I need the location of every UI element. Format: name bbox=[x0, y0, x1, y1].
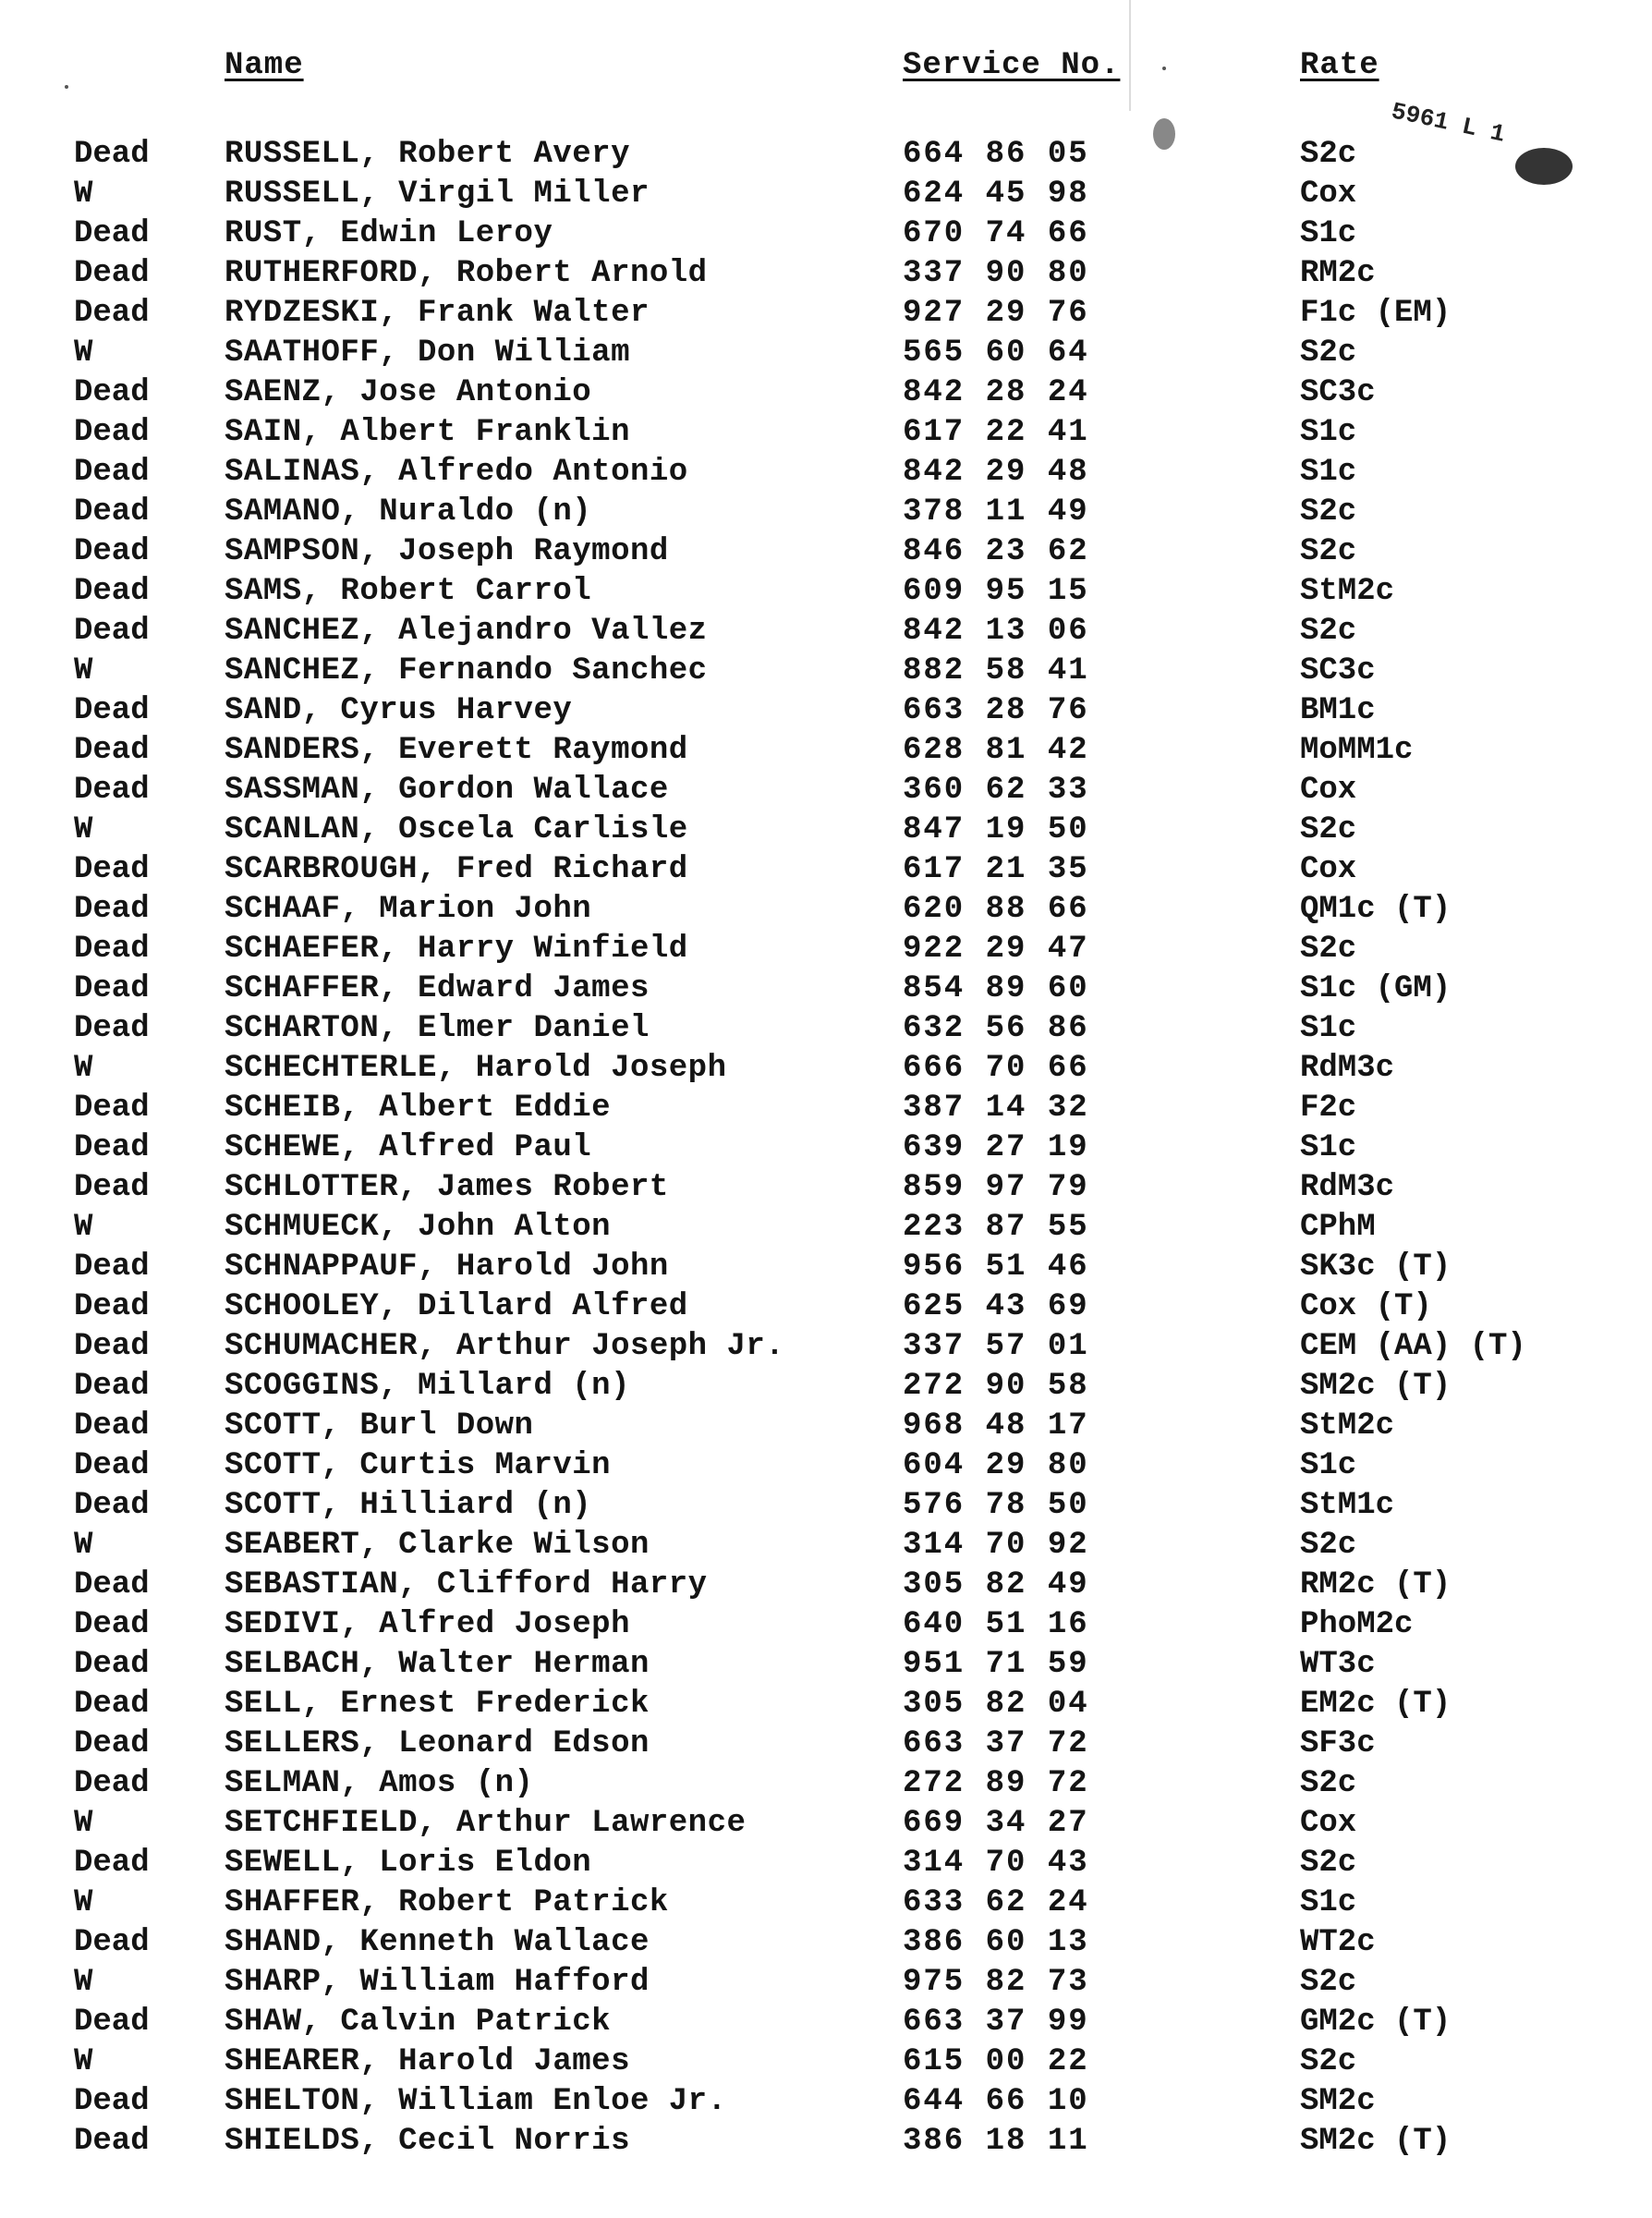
service-number-cell: 663 37 99 bbox=[903, 2005, 1089, 2040]
status-cell: Dead bbox=[74, 256, 150, 291]
status-cell: Dead bbox=[74, 415, 150, 450]
table-row bbox=[0, 1724, 1652, 1764]
name-cell: SCOTT, Curtis Marvin bbox=[225, 1448, 612, 1483]
status-cell: Dead bbox=[74, 375, 150, 410]
status-cell: Dead bbox=[74, 1726, 150, 1761]
table-row bbox=[0, 334, 1652, 373]
rate-cell: StM1c bbox=[1300, 1488, 1395, 1523]
service-number-cell: 666 70 66 bbox=[903, 1051, 1089, 1086]
table-row bbox=[0, 1287, 1652, 1327]
service-number-cell: 968 48 17 bbox=[903, 1408, 1089, 1444]
service-number-cell: 624 45 98 bbox=[903, 177, 1089, 212]
status-cell: W bbox=[74, 177, 93, 212]
table-row bbox=[0, 1923, 1652, 1963]
table-row bbox=[0, 1685, 1652, 1724]
status-cell: Dead bbox=[74, 773, 150, 808]
status-cell: Dead bbox=[74, 1448, 150, 1483]
service-number-cell: 625 43 69 bbox=[903, 1289, 1089, 1324]
status-cell: W bbox=[74, 2044, 93, 2079]
rate-cell: S2c bbox=[1300, 614, 1357, 649]
service-number-cell: 615 00 22 bbox=[903, 2044, 1089, 2079]
rate-cell: S2c bbox=[1300, 494, 1357, 530]
service-number-cell: 842 29 48 bbox=[903, 455, 1089, 490]
rate-cell: S1c bbox=[1300, 216, 1357, 251]
table-row bbox=[0, 691, 1652, 731]
table-row bbox=[0, 890, 1652, 930]
table-row bbox=[0, 1804, 1652, 1844]
rate-cell: PhoM2c bbox=[1300, 1607, 1414, 1642]
name-cell: SCHEWE, Alfred Paul bbox=[225, 1130, 592, 1165]
name-cell: SHAW, Calvin Patrick bbox=[225, 2005, 612, 2040]
rate-cell: MoMM1c bbox=[1300, 733, 1414, 768]
name-cell: SAMS, Robert Carrol bbox=[225, 574, 592, 609]
status-cell: Dead bbox=[74, 1091, 150, 1126]
status-cell: W bbox=[74, 653, 93, 689]
service-number-cell: 846 23 62 bbox=[903, 534, 1089, 569]
status-cell: Dead bbox=[74, 574, 150, 609]
status-cell: Dead bbox=[74, 1766, 150, 1801]
table-row bbox=[0, 1883, 1652, 1923]
name-cell: SELL, Ernest Frederick bbox=[225, 1687, 650, 1722]
status-cell: Dead bbox=[74, 693, 150, 728]
name-cell: SEBASTIAN, Clifford Harry bbox=[225, 1567, 708, 1603]
rate-cell: S1c bbox=[1300, 1885, 1357, 1920]
rate-cell: S2c bbox=[1300, 932, 1357, 967]
name-cell: SCHLOTTER, James Robert bbox=[225, 1170, 669, 1205]
rate-cell: SC3c bbox=[1300, 653, 1376, 689]
rate-cell: S1c bbox=[1300, 1130, 1357, 1165]
table-row bbox=[0, 2042, 1652, 2082]
rate-cell: S1c bbox=[1300, 1011, 1357, 1046]
service-number-cell: 576 78 50 bbox=[903, 1488, 1089, 1523]
status-cell: Dead bbox=[74, 1369, 150, 1404]
table-row bbox=[0, 453, 1652, 493]
service-number-cell: 927 29 76 bbox=[903, 296, 1089, 331]
service-number-cell: 337 57 01 bbox=[903, 1329, 1089, 1364]
status-cell: Dead bbox=[74, 2005, 150, 2040]
name-cell: SELBACH, Walter Herman bbox=[225, 1647, 650, 1682]
name-cell: SALINAS, Alfredo Antonio bbox=[225, 455, 688, 490]
rate-cell: CPhM bbox=[1300, 1210, 1376, 1245]
name-cell: SAATHOFF, Don William bbox=[225, 335, 630, 371]
name-cell: SAENZ, Jose Antonio bbox=[225, 375, 592, 410]
status-cell: W bbox=[74, 1051, 93, 1086]
name-cell: SCHNAPPAUF, Harold John bbox=[225, 1249, 669, 1285]
name-cell: SELLERS, Leonard Edson bbox=[225, 1726, 650, 1761]
status-cell: Dead bbox=[74, 1488, 150, 1523]
service-number-cell: 975 82 73 bbox=[903, 1965, 1089, 2000]
service-number-cell: 305 82 49 bbox=[903, 1567, 1089, 1603]
rate-cell: RM2c (T) bbox=[1300, 1567, 1452, 1603]
service-number-cell: 663 37 72 bbox=[903, 1726, 1089, 1761]
status-cell: Dead bbox=[74, 494, 150, 530]
name-cell: SEABERT, Clarke Wilson bbox=[225, 1528, 650, 1563]
service-number-cell: 617 21 35 bbox=[903, 852, 1089, 887]
table-row bbox=[0, 1486, 1652, 1526]
status-cell: Dead bbox=[74, 892, 150, 927]
name-cell: SAMPSON, Joseph Raymond bbox=[225, 534, 669, 569]
name-cell: SCHAAF, Marion John bbox=[225, 892, 592, 927]
service-number-cell: 632 56 86 bbox=[903, 1011, 1089, 1046]
service-number-cell: 663 28 76 bbox=[903, 693, 1089, 728]
name-cell: SHAND, Kenneth Wallace bbox=[225, 1925, 650, 1960]
service-number-cell: 386 60 13 bbox=[903, 1925, 1089, 1960]
table-row bbox=[0, 2003, 1652, 2042]
rate-cell: GM2c (T) bbox=[1300, 2005, 1452, 2040]
rate-cell: S2c bbox=[1300, 1766, 1357, 1801]
service-number-cell: 314 70 43 bbox=[903, 1846, 1089, 1881]
name-cell: SCHARTON, Elmer Daniel bbox=[225, 1011, 650, 1046]
service-number-cell: 644 66 10 bbox=[903, 2084, 1089, 2119]
name-cell: SANCHEZ, Fernando Sanchec bbox=[225, 653, 708, 689]
rate-cell: S2c bbox=[1300, 812, 1357, 847]
service-number-column-header: Service No. bbox=[903, 48, 1121, 83]
service-number-cell: 842 28 24 bbox=[903, 375, 1089, 410]
name-cell: SEDIVI, Alfred Joseph bbox=[225, 1607, 630, 1642]
table-row bbox=[0, 731, 1652, 771]
service-number-cell: 633 62 24 bbox=[903, 1885, 1089, 1920]
name-column-header: Name bbox=[225, 48, 304, 83]
name-cell: SCHAEFER, Harry Winfield bbox=[225, 932, 688, 967]
name-cell: RYDZESKI, Frank Walter bbox=[225, 296, 650, 331]
name-cell: SCHUMACHER, Arthur Joseph Jr. bbox=[225, 1329, 785, 1364]
rate-cell: RdM3c bbox=[1300, 1051, 1395, 1086]
name-cell: SAND, Cyrus Harvey bbox=[225, 693, 573, 728]
status-cell: W bbox=[74, 335, 93, 371]
table-row bbox=[0, 175, 1652, 214]
rate-cell: F2c bbox=[1300, 1091, 1357, 1126]
rate-cell: SM2c bbox=[1300, 2084, 1376, 2119]
status-cell: Dead bbox=[74, 1170, 150, 1205]
status-cell: Dead bbox=[74, 1130, 150, 1165]
rate-cell: SK3c (T) bbox=[1300, 1249, 1452, 1285]
rate-cell: Cox bbox=[1300, 852, 1357, 887]
name-cell: SCHOOLEY, Dillard Alfred bbox=[225, 1289, 688, 1324]
status-cell: W bbox=[74, 1885, 93, 1920]
table-row bbox=[0, 1963, 1652, 2003]
service-number-cell: 854 89 60 bbox=[903, 971, 1089, 1006]
name-cell: SELMAN, Amos (n) bbox=[225, 1766, 534, 1801]
name-cell: SHAFFER, Robert Patrick bbox=[225, 1885, 669, 1920]
name-cell: SCOTT, Burl Down bbox=[225, 1408, 534, 1444]
name-cell: RUTHERFORD, Robert Arnold bbox=[225, 256, 708, 291]
rate-cell: S2c bbox=[1300, 1528, 1357, 1563]
table-row bbox=[0, 2122, 1652, 2162]
table-row bbox=[0, 1764, 1652, 1804]
status-cell: Dead bbox=[74, 971, 150, 1006]
status-cell: Dead bbox=[74, 2124, 150, 2159]
rate-cell: Cox (T) bbox=[1300, 1289, 1432, 1324]
service-number-cell: 314 70 92 bbox=[903, 1528, 1089, 1563]
status-cell: Dead bbox=[74, 1846, 150, 1881]
name-cell: SHEARER, Harold James bbox=[225, 2044, 630, 2079]
name-cell: SAMANO, Nuraldo (n) bbox=[225, 494, 592, 530]
name-cell: SHARP, William Hafford bbox=[225, 1965, 650, 2000]
status-cell: Dead bbox=[74, 1329, 150, 1364]
table-row bbox=[0, 572, 1652, 612]
rate-cell: WT2c bbox=[1300, 1925, 1376, 1960]
rate-cell: F1c (EM) bbox=[1300, 296, 1452, 331]
table-row bbox=[0, 969, 1652, 1009]
name-cell: RUSSELL, Robert Avery bbox=[225, 137, 630, 172]
table-row bbox=[0, 532, 1652, 572]
rate-cell: StM2c bbox=[1300, 574, 1395, 609]
status-cell: W bbox=[74, 812, 93, 847]
status-cell: Dead bbox=[74, 2084, 150, 2119]
service-number-cell: 620 88 66 bbox=[903, 892, 1089, 927]
casualty-list bbox=[0, 135, 1652, 2162]
rate-cell: EM2c (T) bbox=[1300, 1687, 1452, 1722]
rate-cell: WT3c bbox=[1300, 1647, 1376, 1682]
rate-cell: Cox bbox=[1300, 1806, 1357, 1841]
table-row bbox=[0, 652, 1652, 691]
table-row bbox=[0, 214, 1652, 254]
status-cell: Dead bbox=[74, 1289, 150, 1324]
table-row bbox=[0, 1605, 1652, 1645]
rate-cell: SM2c (T) bbox=[1300, 2124, 1452, 2159]
status-cell: W bbox=[74, 1806, 93, 1841]
status-cell: Dead bbox=[74, 216, 150, 251]
status-cell: Dead bbox=[74, 455, 150, 490]
rate-cell: Cox bbox=[1300, 773, 1357, 808]
rate-cell: S2c bbox=[1300, 335, 1357, 371]
table-row bbox=[0, 1049, 1652, 1089]
service-number-cell: 272 89 72 bbox=[903, 1766, 1089, 1801]
status-cell: Dead bbox=[74, 1011, 150, 1046]
service-number-cell: 847 19 50 bbox=[903, 812, 1089, 847]
table-row bbox=[0, 294, 1652, 334]
table-row bbox=[0, 1168, 1652, 1208]
status-cell: Dead bbox=[74, 1249, 150, 1285]
name-cell: SASSMAN, Gordon Wallace bbox=[225, 773, 669, 808]
table-row bbox=[0, 1248, 1652, 1287]
rate-cell: SC3c bbox=[1300, 375, 1376, 410]
rate-cell: StM2c bbox=[1300, 1408, 1395, 1444]
service-number-cell: 386 18 11 bbox=[903, 2124, 1089, 2159]
service-number-cell: 956 51 46 bbox=[903, 1249, 1089, 1285]
service-number-cell: 337 90 80 bbox=[903, 256, 1089, 291]
table-row bbox=[0, 1645, 1652, 1685]
table-row bbox=[0, 1009, 1652, 1049]
rate-cell: S1c bbox=[1300, 455, 1357, 490]
rate-cell: SF3c bbox=[1300, 1726, 1376, 1761]
table-row bbox=[0, 1566, 1652, 1605]
table-row bbox=[0, 493, 1652, 532]
service-number-cell: 922 29 47 bbox=[903, 932, 1089, 967]
table-row bbox=[0, 810, 1652, 850]
service-number-cell: 859 97 79 bbox=[903, 1170, 1089, 1205]
table-row bbox=[0, 1407, 1652, 1446]
table-row bbox=[0, 413, 1652, 453]
status-cell: W bbox=[74, 1528, 93, 1563]
table-row bbox=[0, 373, 1652, 413]
service-number-cell: 360 62 33 bbox=[903, 773, 1089, 808]
name-cell: SCARBROUGH, Fred Richard bbox=[225, 852, 688, 887]
table-row bbox=[0, 1446, 1652, 1486]
rate-column-header: Rate bbox=[1300, 48, 1379, 83]
name-cell: SANCHEZ, Alejandro Vallez bbox=[225, 614, 708, 649]
rate-cell: Cox bbox=[1300, 177, 1357, 212]
service-number-cell: 387 14 32 bbox=[903, 1091, 1089, 1126]
service-number-cell: 223 87 55 bbox=[903, 1210, 1089, 1245]
rate-cell: S1c bbox=[1300, 1448, 1357, 1483]
service-number-cell: 305 82 04 bbox=[903, 1687, 1089, 1722]
status-cell: Dead bbox=[74, 534, 150, 569]
rate-cell: QM1c (T) bbox=[1300, 892, 1452, 927]
service-number-cell: 617 22 41 bbox=[903, 415, 1089, 450]
table-row bbox=[0, 2082, 1652, 2122]
table-row bbox=[0, 1367, 1652, 1407]
name-cell: SCHECHTERLE, Harold Joseph bbox=[225, 1051, 727, 1086]
name-cell: SHIELDS, Cecil Norris bbox=[225, 2124, 630, 2159]
name-cell: SCOGGINS, Millard (n) bbox=[225, 1369, 630, 1404]
rate-cell: S1c (GM) bbox=[1300, 971, 1452, 1006]
rate-cell: BM1c bbox=[1300, 693, 1376, 728]
table-row bbox=[0, 1327, 1652, 1367]
status-cell: Dead bbox=[74, 137, 150, 172]
service-number-cell: 609 95 15 bbox=[903, 574, 1089, 609]
status-cell: Dead bbox=[74, 1567, 150, 1603]
name-cell: RUSSELL, Virgil Miller bbox=[225, 177, 650, 212]
service-number-cell: 669 34 27 bbox=[903, 1806, 1089, 1841]
service-number-cell: 842 13 06 bbox=[903, 614, 1089, 649]
service-number-cell: 272 90 58 bbox=[903, 1369, 1089, 1404]
date-stamp: 5961 L 1 bbox=[1389, 97, 1508, 149]
table-row bbox=[0, 771, 1652, 810]
name-cell: SCHEIB, Albert Eddie bbox=[225, 1091, 612, 1126]
service-number-cell: 882 58 41 bbox=[903, 653, 1089, 689]
service-number-cell: 628 81 42 bbox=[903, 733, 1089, 768]
rate-cell: S2c bbox=[1300, 1965, 1357, 2000]
name-cell: SEWELL, Loris Eldon bbox=[225, 1846, 592, 1881]
table-row bbox=[0, 1844, 1652, 1883]
table-row bbox=[0, 1128, 1652, 1168]
service-number-cell: 670 74 66 bbox=[903, 216, 1089, 251]
name-cell: SCOTT, Hilliard (n) bbox=[225, 1488, 592, 1523]
service-number-cell: 664 86 05 bbox=[903, 137, 1089, 172]
status-cell: Dead bbox=[74, 852, 150, 887]
name-cell: SCHMUECK, John Alton bbox=[225, 1210, 612, 1245]
status-cell: Dead bbox=[74, 932, 150, 967]
service-number-cell: 640 51 16 bbox=[903, 1607, 1089, 1642]
table-row bbox=[0, 1089, 1652, 1128]
name-cell: RUST, Edwin Leroy bbox=[225, 216, 553, 251]
rate-cell: RdM3c bbox=[1300, 1170, 1395, 1205]
service-number-cell: 604 29 80 bbox=[903, 1448, 1089, 1483]
table-row bbox=[0, 612, 1652, 652]
name-cell: SETCHFIELD, Arthur Lawrence bbox=[225, 1806, 747, 1841]
table-row bbox=[0, 930, 1652, 969]
status-cell: Dead bbox=[74, 1925, 150, 1960]
rate-cell: S2c bbox=[1300, 534, 1357, 569]
column-header-row bbox=[0, 48, 1652, 104]
rate-cell: S1c bbox=[1300, 415, 1357, 450]
status-cell: Dead bbox=[74, 1647, 150, 1682]
name-cell: SCANLAN, Oscela Carlisle bbox=[225, 812, 688, 847]
status-cell: Dead bbox=[74, 1687, 150, 1722]
name-cell: SAIN, Albert Franklin bbox=[225, 415, 630, 450]
status-cell: Dead bbox=[74, 1408, 150, 1444]
status-cell: Dead bbox=[74, 1607, 150, 1642]
status-cell: Dead bbox=[74, 296, 150, 331]
table-row bbox=[0, 1526, 1652, 1566]
rate-cell: CEM (AA) (T) bbox=[1300, 1329, 1526, 1364]
service-number-cell: 639 27 19 bbox=[903, 1130, 1089, 1165]
table-row bbox=[0, 135, 1652, 175]
table-row bbox=[0, 1208, 1652, 1248]
status-cell: Dead bbox=[74, 733, 150, 768]
table-row bbox=[0, 850, 1652, 890]
rate-cell: SM2c (T) bbox=[1300, 1369, 1452, 1404]
service-number-cell: 565 60 64 bbox=[903, 335, 1089, 371]
status-cell: Dead bbox=[74, 614, 150, 649]
rate-cell: S2c bbox=[1300, 1846, 1357, 1881]
table-row bbox=[0, 254, 1652, 294]
rate-cell: S2c bbox=[1300, 2044, 1357, 2079]
name-cell: SANDERS, Everett Raymond bbox=[225, 733, 688, 768]
status-cell: W bbox=[74, 1210, 93, 1245]
name-cell: SCHAFFER, Edward James bbox=[225, 971, 650, 1006]
status-cell: W bbox=[74, 1965, 93, 2000]
rate-cell: RM2c bbox=[1300, 256, 1376, 291]
name-cell: SHELTON, William Enloe Jr. bbox=[225, 2084, 727, 2119]
rate-cell: S2c bbox=[1300, 137, 1357, 172]
service-number-cell: 951 71 59 bbox=[903, 1647, 1089, 1682]
service-number-cell: 378 11 49 bbox=[903, 494, 1089, 530]
